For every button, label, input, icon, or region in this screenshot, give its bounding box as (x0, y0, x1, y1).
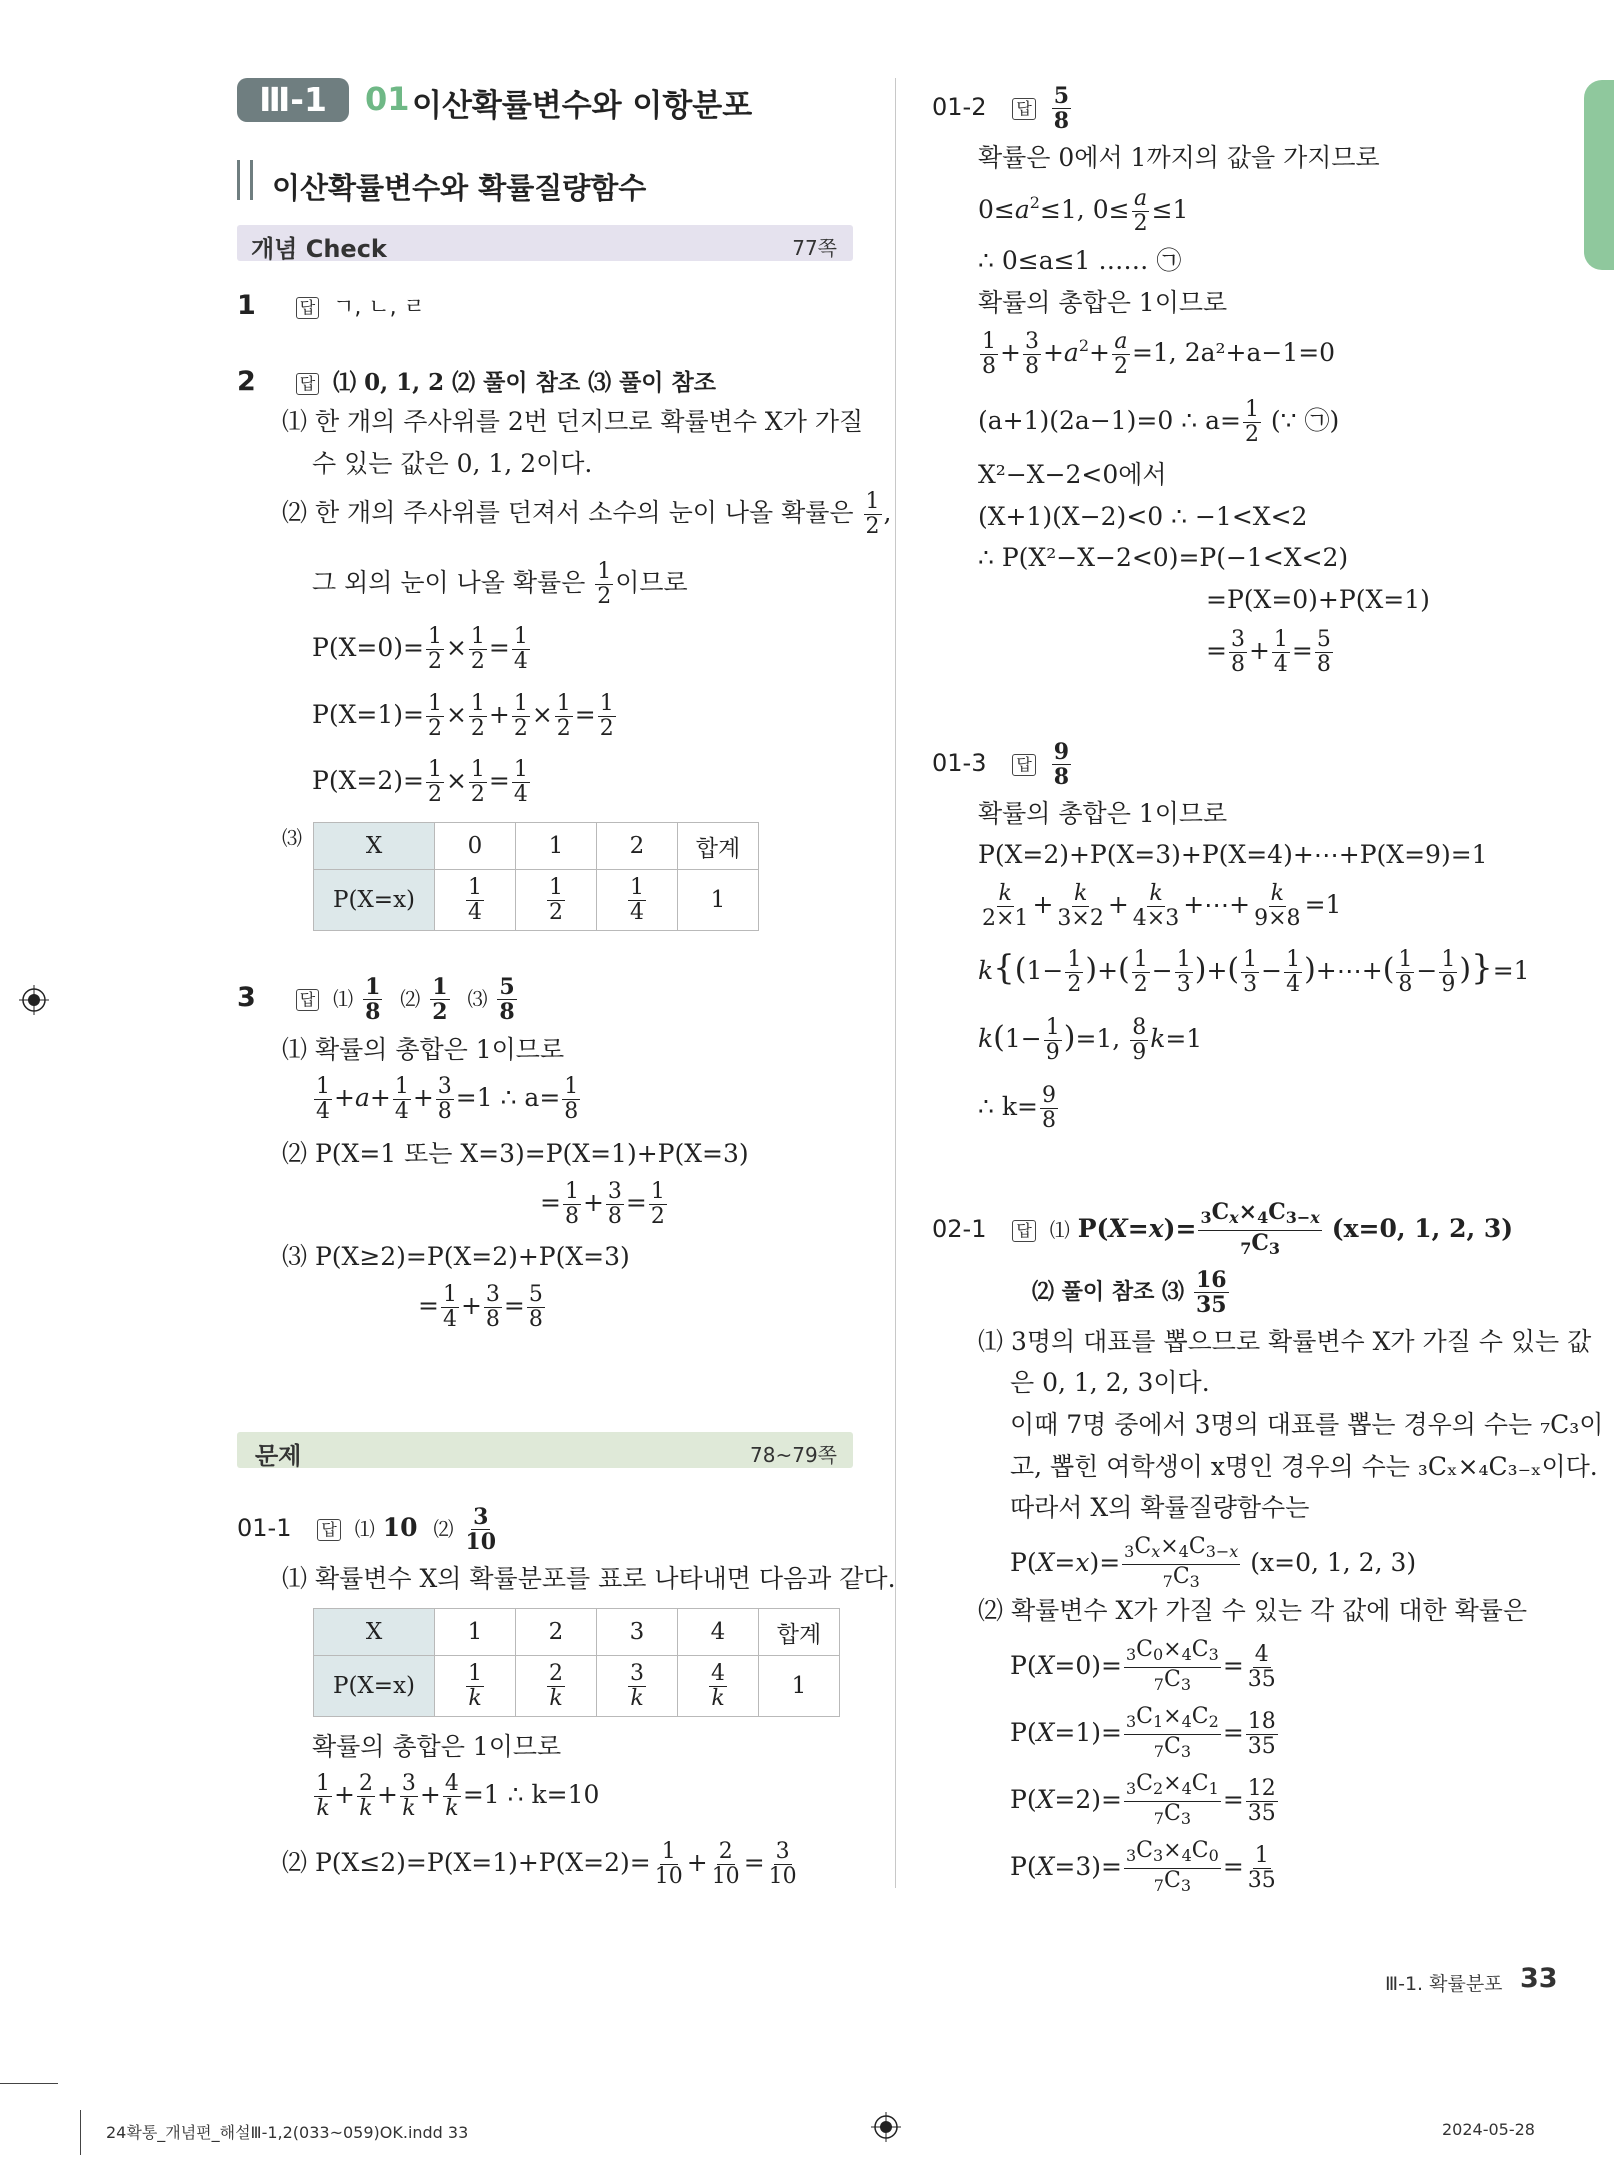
registration-mark-icon (19, 985, 49, 1015)
p02-1-ans-tail: (x=0, 1, 2, 3) (1331, 1214, 1514, 1243)
p01-2-header: 01-2 답 $\frac{5}{8}$ (932, 83, 1070, 134)
concept-check-page: 77쪽 (792, 236, 837, 260)
p01-2-l6: (a+1)(2a−1)=0 ∴ a= $\frac{1}{2}$ (∵ ㉠) (978, 397, 1340, 447)
answer-mark: 답 (296, 373, 319, 395)
table-cell: 1 (678, 870, 759, 931)
p01-3-header: 01-3 답 $\frac{9}{8}$ (932, 739, 1070, 790)
concept-check-bar (237, 225, 853, 261)
p01-2-l9: ∴ P(X²−X−2<0)=P(−1<X<2) (978, 543, 1349, 572)
q3-s2: ⑵ P(X=1 또는 X=3)=P(X=1)+P(X=3) (282, 1139, 749, 1168)
p01-2-l2: $0\le a^2\le 1$, 0≤ $\frac{a}{2}$ ≤1 (978, 186, 1189, 236)
table-cell: $\frac{1}{4}$ (597, 870, 678, 931)
p01-1-prob-table (313, 1608, 840, 1717)
answer-mark: 답 (1012, 754, 1035, 776)
crop-mark (80, 2110, 81, 2155)
p02-1-px0: P(X=0)= $\frac{_3C_0\times_4C_3}{_7C_3}$ = $\frac{4}{35}$ (1010, 1637, 1276, 1694)
p01-2-l8: (X+1)(X−2)<0 ∴ −1<X<2 (978, 502, 1308, 531)
p01-3-l5: k(1− $\frac{1}{9}$ )=1, $\frac{8}{9}$ k=1 (978, 1015, 1203, 1065)
p01-1-sum-eq: $\frac{1}{k}$ + $\frac{2}{k}$ + $\frac{3}{k}$ + $\frac{4}{k}$ =1 ∴ k=10 (316, 1771, 600, 1821)
footer-date: 2024-05-28 (1442, 2120, 1535, 2139)
p01-2-l7: X²−X−2<0에서 (978, 460, 1167, 489)
q2-p2-label: P(X=2)= (312, 766, 424, 795)
answer-mark: 답 (1012, 98, 1035, 120)
table-header: 2 (516, 1609, 597, 1656)
p01-1-sum: 확률의 총합은 1이므로 (312, 1732, 562, 1761)
p02-1-s1a: ⑴ 3명의 대표를 뽑으므로 확률변수 X가 가질 수 있는 값 (978, 1327, 1592, 1356)
answer-mark: 답 (317, 1519, 340, 1541)
p01-2-l6-text: (a+1)(2a−1)=0 ∴ a= (978, 406, 1241, 435)
q1-answer: ㄱ, ㄴ, ㄹ (333, 295, 425, 320)
q2-p2: P(X=2)= $\frac{1}{2}$ × $\frac{1}{2}$ = $\frac{1}{4}$ (312, 757, 528, 807)
p01-3-l6: ∴ k= $\frac{9}{8}$ (978, 1083, 1056, 1133)
q3-s1-tail: =1 ∴ a= (455, 1083, 561, 1112)
table-header: 3 (597, 1609, 678, 1656)
table-cell: $\frac{1}{2}$ (516, 870, 597, 931)
p02-1-number: 02-1 (932, 1215, 987, 1243)
q3-s2-eq: = $\frac{1}{8}$ + $\frac{3}{8}$ = $\frac{1}{2}$ (540, 1179, 665, 1229)
q2-p1-label: P(X=1)= (312, 700, 424, 729)
q3-s3: ⑶ P(X≥2)=P(X=2)+P(X=3) (282, 1242, 630, 1271)
p01-2-number: 01-2 (932, 93, 987, 121)
table-cell: $\frac{1}{4}$ (435, 870, 516, 931)
table-cell: $\frac{1}{k}$ (435, 1656, 516, 1717)
q3-s1: ⑴ 확률의 총합은 1이므로 (282, 1035, 565, 1064)
problem-bar-label: 문제 (255, 1442, 302, 1470)
footer-file: 24확통_개념편_해설Ⅲ-1,2(033~059)OK.indd 33 (106, 2123, 469, 2142)
table-header: X (314, 1609, 435, 1656)
answer-mark: 답 (296, 297, 319, 319)
p01-1-number: 01-1 (237, 1514, 292, 1542)
p02-1-ans2: ⑵ 풀이 참조 ⑶ $\frac{16}{35}$ (1032, 1267, 1227, 1318)
p01-3-l4: k{(1− $\frac{1}{2}$ )+( $\frac{1}{2}$ − $\frac{1}{3}$ )+( $\frac{1}{3}$ − $\frac{1}{4}$ )+⋯+( $\frac{1}{8}$ − $\frac{1}{9}$ )}=1 (978, 947, 1530, 997)
p02-1-header: 02-1 답 ⑴ P(X=x)= $\frac{_3C_x\times_4C_{3-x}}{_7C_3}$ (x=0, 1, 2, 3) (932, 1199, 1514, 1258)
p02-1-s2: ⑵ 확률변수 X가 가질 수 있는 각 값에 대한 확률은 (978, 1596, 1528, 1625)
table-cell: $\frac{3}{k}$ (597, 1656, 678, 1717)
q3-s1-eq: $\frac{1}{4}$ +a+ $\frac{1}{4}$ + $\frac{3}{8}$ =1 ∴ a= $\frac{1}{8}$ (316, 1074, 579, 1124)
p02-1-s1e: 따라서 X의 확률질량함수는 (1010, 1493, 1310, 1522)
chapter-badge-text: Ⅲ-1 (259, 80, 327, 119)
table-header: X (314, 823, 435, 870)
lesson-title: 이산확률변수와 이항분포 (412, 88, 753, 124)
section-title: 이산확률변수와 확률질량함수 (272, 171, 647, 205)
q2-p1: P(X=1)= $\frac{1}{2}$ × $\frac{1}{2}$ + $\frac{1}{2}$ × $\frac{1}{2}$ = $\frac{1}{2}$ (312, 691, 614, 741)
column-divider (895, 78, 896, 1888)
table-row-label: P(X=x) (314, 1656, 435, 1717)
p02-1-s1d: 고, 뽑힌 여학생이 x명인 경우의 수는 ₃Cₓ×₄C₃₋ₓ이다. (1010, 1452, 1598, 1481)
p01-2-l3: ∴ 0≤a≤1 …… ㉠ (978, 246, 1182, 275)
p02-1-px2: P(X=2)= $\frac{_3C_2\times_4C_1}{_7C_3}$ = $\frac{12}{35}$ (1010, 1771, 1276, 1828)
p01-3-l2: P(X=2)+P(X=3)+P(X=4)+⋯+P(X=9)=1 (978, 840, 1488, 869)
p01-2-l5: $\frac{1}{8}$ + $\frac{3}{8}$ $+a^2+$ $\frac{a}{2}$ =1, 2a²+a−1=0 (982, 329, 1336, 379)
page-number: 33 (1520, 1963, 1558, 1994)
chapter-side-tab (1584, 80, 1614, 270)
q2-prob-table (313, 822, 759, 931)
table-header: 1 (516, 823, 597, 870)
p01-3-l3: $\frac{k}{2\times 1}$ + $\frac{k}{3\times 2}$ + $\frac{k}{4\times 3}$ +⋯+ $\frac{k}{9\times 8}$ =1 (982, 881, 1342, 931)
q3-s3-eq: = $\frac{1}{4}$ + $\frac{3}{8}$ = $\frac{5}{8}$ (418, 1282, 543, 1332)
p01-3-number: 01-3 (932, 749, 987, 777)
p01-1-s2: ⑵ P(X≤2)=P(X=1)+P(X=2)= $\frac{1}{10}$ + $\frac{2}{10}$ = $\frac{3}{10}$ (282, 1839, 797, 1889)
p01-2-l4: 확률의 총합은 1이므로 (978, 288, 1228, 317)
p02-1-s1f-tail: (x=0, 1, 2, 3) (1250, 1548, 1417, 1577)
q2-number: 2 (237, 366, 256, 397)
q3-number: 3 (237, 982, 256, 1013)
p02-1-s1f: P(X=x)= $\frac{_3C_x\times_4C_{3-x}}{_7C_3}$ (x=0, 1, 2, 3) (1010, 1534, 1417, 1591)
q2-s3-label: ⑶ (282, 826, 302, 850)
table-cell: $\frac{2}{k}$ (516, 1656, 597, 1717)
problem-bar (237, 1432, 853, 1468)
p02-1-px3: P(X=3)= $\frac{_3C_3\times_4C_0}{_7C_3}$ = $\frac{1}{35}$ (1010, 1838, 1276, 1895)
q2-p0-label: P(X=0)= (312, 633, 424, 662)
p01-1-sum-tail: =1 ∴ k=10 (462, 1780, 600, 1809)
table-header: 4 (678, 1609, 759, 1656)
q2-s2b-tail: 이므로 (615, 568, 688, 597)
p01-2-l1: 확률은 0에서 1까지의 값을 가지므로 (978, 143, 1380, 172)
q3-header: 3 답 ⑴ $\frac{1}{8}$ ⑵ $\frac{1}{2}$ ⑶ $\frac{5}{8}$ (237, 974, 515, 1025)
concept-check-label: 개념 Check (251, 235, 387, 263)
q2-s1a: ⑴ 한 개의 주사위를 2번 던지므로 확률변수 X가 가질 (282, 407, 864, 436)
lesson-number: 01 (365, 80, 410, 118)
p01-2-l6-tail: (∵ ㉠) (1270, 406, 1340, 435)
p01-2-l10: =P(X=0)+P(X=1) (1206, 585, 1430, 614)
q2-p0: P(X=0)= $\frac{1}{2}$ × $\frac{1}{2}$ = $\frac{1}{4}$ (312, 624, 528, 674)
registration-mark-icon (871, 2112, 901, 2142)
crop-mark (0, 2083, 58, 2084)
p02-1-ans2-text: ⑵ 풀이 참조 ⑶ (1032, 1280, 1184, 1305)
table-cell: $\frac{4}{k}$ (678, 1656, 759, 1717)
p01-1-s2-text: ⑵ P(X≤2)=P(X=1)+P(X=2)= (282, 1848, 651, 1877)
q2-s2a-text: ⑵ 한 개의 주사위를 던져서 소수의 눈이 나올 확률은 (282, 498, 854, 527)
q2-s2b-text: 그 외의 눈이 나올 확률은 (312, 568, 586, 597)
table-cell: 1 (759, 1656, 840, 1717)
table-header: 2 (597, 823, 678, 870)
q1 (237, 290, 425, 321)
chapter-badge (237, 78, 349, 122)
q1-number: 1 (237, 290, 256, 321)
q2-s2a: ⑵ 한 개의 주사위를 던져서 소수의 눈이 나올 확률은 $\frac{1}{2}$ , (282, 489, 892, 539)
p01-1-s1: ⑴ 확률변수 X의 확률분포를 표로 나타내면 다음과 같다. (282, 1564, 896, 1593)
table-header: 합계 (759, 1609, 840, 1656)
p01-3-l6-text: ∴ k= (978, 1092, 1038, 1121)
q2-s1b: 수 있는 값은 0, 1, 2이다. (312, 449, 593, 478)
table-header: 0 (435, 823, 516, 870)
q2-header (237, 364, 716, 397)
table-header: 합계 (678, 823, 759, 870)
p02-1-px1: P(X=1)= $\frac{_3C_1\times_4C_2}{_7C_3}$ = $\frac{18}{35}$ (1010, 1704, 1276, 1761)
footer-chapter: Ⅲ-1. 확률분포 (1385, 1973, 1503, 1995)
p02-1-s1b: 은 0, 1, 2, 3이다. (1010, 1368, 1210, 1397)
problem-bar-page: 78~79쪽 (750, 1443, 837, 1467)
q2-answer: ⑴ 0, 1, 2 ⑵ 풀이 참조 ⑶ 풀이 참조 (333, 369, 716, 396)
table-row-label: P(X=x) (314, 870, 435, 931)
p02-1-s1c: 이때 7명 중에서 3명의 대표를 뽑는 경우의 수는 ₇C₃이 (1010, 1410, 1604, 1439)
p01-2-l11: = $\frac{3}{8}$ + $\frac{1}{4}$ = $\frac{5}{8}$ (1206, 627, 1331, 677)
answer-mark: 답 (1012, 1220, 1035, 1242)
p01-3-l1: 확률의 총합은 1이므로 (978, 799, 1228, 828)
p01-1-header: 01-1 답 ⑴ 10 ⑵ $\frac{3}{10}$ (237, 1504, 497, 1555)
section-marker (237, 160, 253, 200)
q2-s2b: 그 외의 눈이 나올 확률은 $\frac{1}{2}$ 이므로 (312, 559, 688, 609)
table-header: 1 (435, 1609, 516, 1656)
answer-mark: 답 (296, 989, 319, 1011)
p01-2-l5-tail: =1, 2a²+a−1=0 (1131, 338, 1336, 367)
